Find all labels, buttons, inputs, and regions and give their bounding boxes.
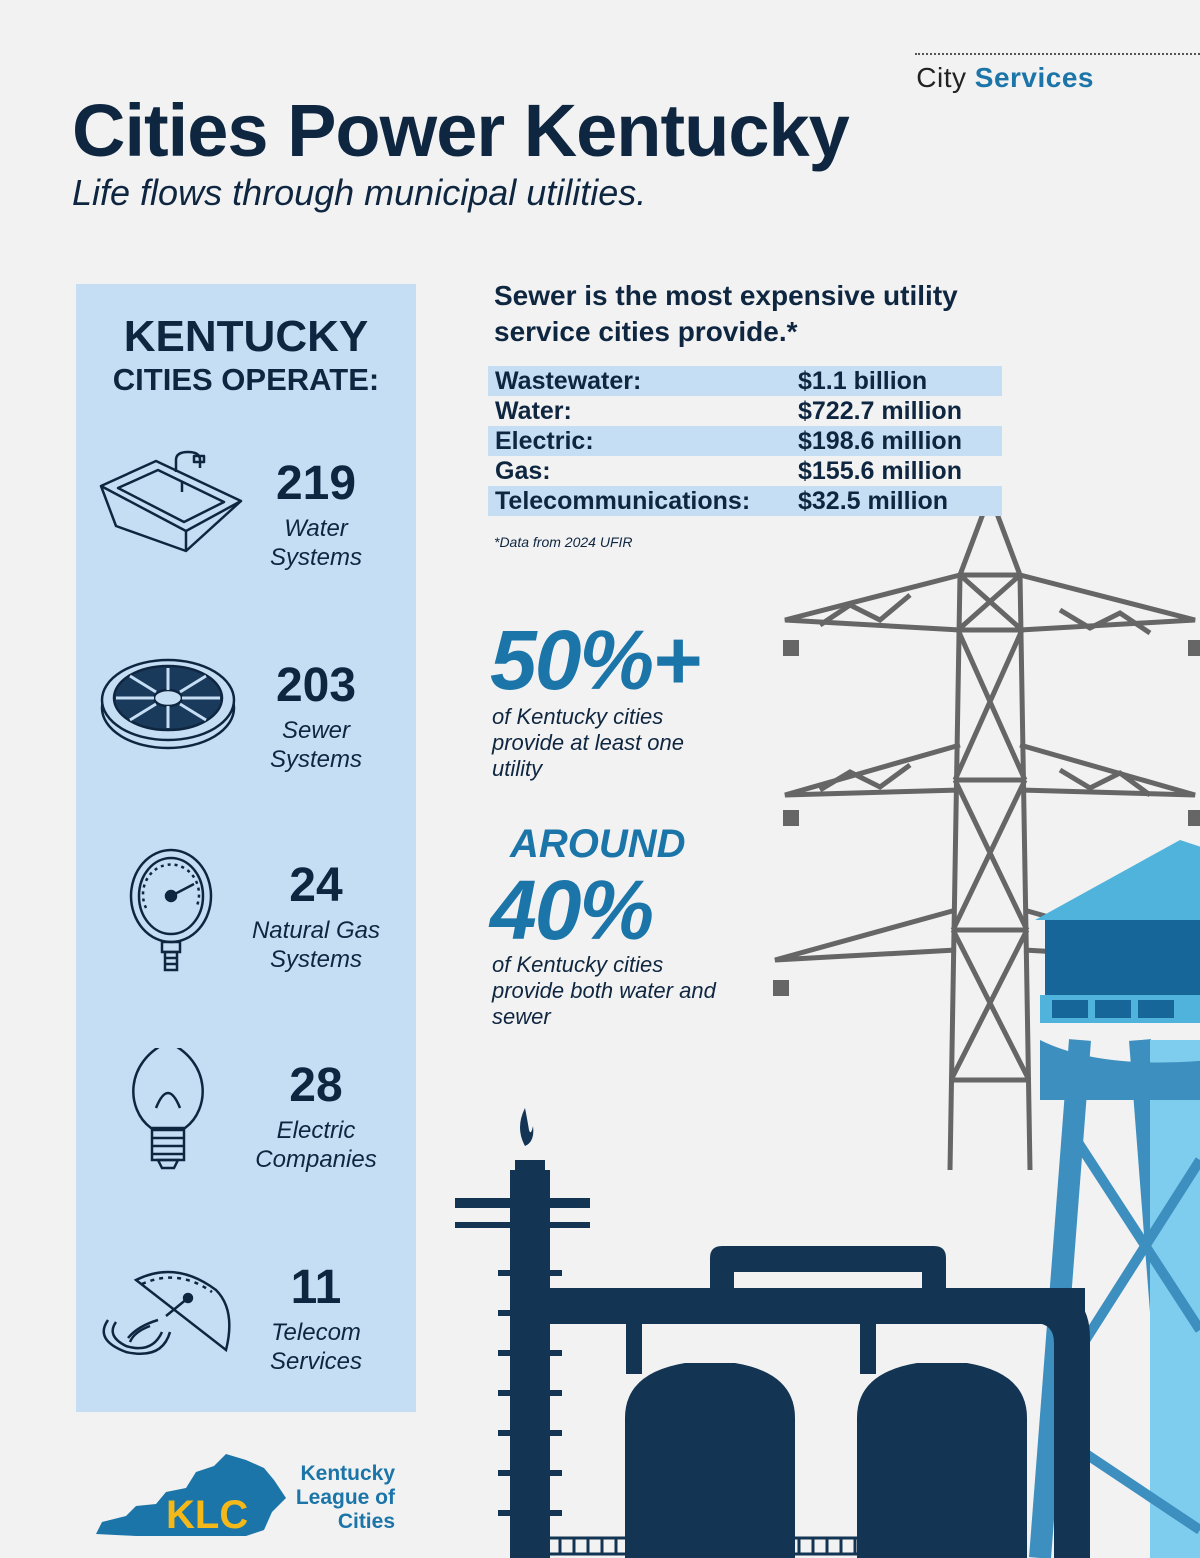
cost-label: Telecommunications: <box>495 487 751 515</box>
stat-gas-label-line2: Systems <box>269 946 362 973</box>
stat-water-label-line2: Systems <box>269 544 362 571</box>
fact2-percentage: 40% <box>490 863 653 957</box>
stat-sewer <box>76 648 416 778</box>
fact2-description: of Kentucky cities provide both water and sewer <box>492 952 716 1029</box>
cost-label: Electric: <box>495 427 594 455</box>
stat-sewer-label-line1: Sewer <box>281 717 351 744</box>
cost-heading: Sewer is the most expensive utility service cities provide.* <box>494 280 958 347</box>
utilities-panel <box>76 284 416 1412</box>
cost-label: Water: <box>495 397 572 425</box>
stat-telecom-label-line1: Telecom <box>271 1319 361 1346</box>
stat-gas <box>76 848 416 978</box>
stat-electric-number: 28 <box>289 1059 343 1112</box>
cost-label: Gas: <box>495 457 551 485</box>
stat-gas-label <box>236 916 396 974</box>
stat-electric <box>76 1048 416 1178</box>
cost-row <box>488 456 1002 486</box>
section-tag <box>916 62 1094 94</box>
stat-gas-number: 24 <box>289 859 343 912</box>
cost-label: Wastewater: <box>495 367 642 395</box>
stat-water <box>76 446 416 576</box>
stat-sewer-label <box>236 716 396 774</box>
stat-water-label-line1: Water <box>284 515 348 542</box>
stat-gas-label-line1: Natural Gas <box>251 917 381 944</box>
stat-telecom <box>76 1250 416 1380</box>
stat-electric-label-line2: Companies <box>255 1146 377 1173</box>
stat-telecom-label <box>236 1318 396 1376</box>
cost-row <box>488 396 1002 426</box>
cost-value: $155.6 million <box>798 457 962 485</box>
stat-water-number: 219 <box>275 457 357 510</box>
stat-water-label <box>236 514 396 572</box>
cost-value: $198.6 million <box>798 427 962 455</box>
cost-value: $1.1 billion <box>798 367 928 395</box>
cost-value: $32.5 million <box>798 487 949 515</box>
section-highlight: Services <box>974 62 1094 93</box>
klc-logo-abbr: KLC <box>166 1493 249 1537</box>
cost-table <box>488 366 1002 516</box>
section-prefix: City <box>916 62 967 93</box>
stat-telecom-label-line2: Services <box>269 1348 363 1375</box>
stat-sewer-label-line2: Systems <box>269 746 362 773</box>
stat-electric-label <box>236 1116 396 1174</box>
fact2-prefix: AROUND <box>510 822 686 866</box>
pressure-gauge-icon <box>96 848 246 978</box>
sink-icon <box>96 446 246 576</box>
klc-logo-name: Kentucky League of Cities <box>295 1462 395 1533</box>
page-title: Cities Power Kentucky <box>72 89 849 172</box>
fact1-percentage: 50%+ <box>490 613 700 707</box>
cost-row <box>488 366 1002 396</box>
signal-dish-icon <box>96 1250 246 1380</box>
page-subtitle: Life flows through municipal utilities. <box>72 172 647 213</box>
cost-row <box>488 486 1002 516</box>
gas-refinery-icon <box>455 1108 1090 1558</box>
panel-title-line2: CITIES OPERATE: <box>112 362 380 397</box>
header-dotted-rule <box>915 53 1200 55</box>
stat-telecom-number: 11 <box>290 1261 342 1314</box>
manhole-cover-icon <box>96 648 246 778</box>
panel-title-line1: KENTUCKY <box>123 312 369 361</box>
cost-row <box>488 426 1002 456</box>
light-bulb-icon <box>96 1048 246 1178</box>
cost-value: $722.7 million <box>798 397 962 425</box>
stat-electric-label-line1: Electric <box>276 1117 356 1144</box>
stat-sewer-number: 203 <box>275 659 357 712</box>
cost-footnote: *Data from 2024 UFIR <box>494 534 633 550</box>
fact1-description: of Kentucky cities provide at least one utility <box>492 704 685 781</box>
